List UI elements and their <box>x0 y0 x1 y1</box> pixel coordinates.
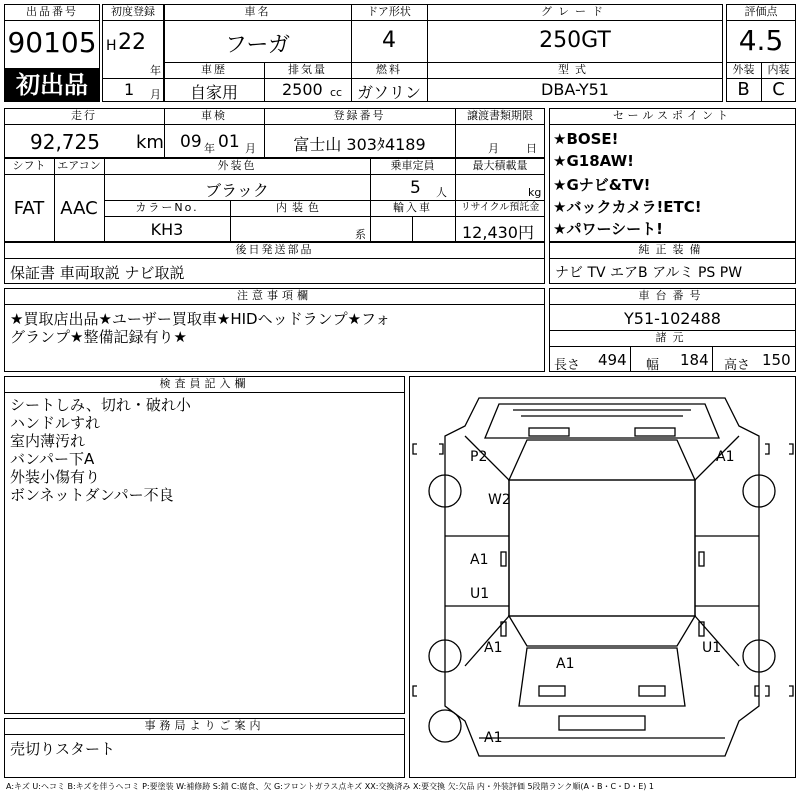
rear-bumper <box>559 716 645 730</box>
height-value: 150 <box>762 351 791 369</box>
length-value: 494 <box>598 351 627 369</box>
first-listing-badge: 初出品 <box>4 68 100 102</box>
mileage-value: 92,725 <box>30 130 100 154</box>
car-name-header: 車名 <box>244 5 271 18</box>
capacity-unit: 人 <box>436 186 447 199</box>
mileage-header: 走行 <box>71 109 97 122</box>
displacement-unit: cc <box>330 86 343 99</box>
first-reg-era: H <box>106 38 117 54</box>
hood-outline <box>485 404 719 438</box>
ext-color-value: ブラック <box>205 181 269 200</box>
displacement-value: 2500 <box>282 80 323 99</box>
fuel-header: 燃料 <box>376 63 402 76</box>
inspection-month: 01 <box>218 132 240 152</box>
notes-text: ★買取店出品★ユーザー買取車★HIDヘッドランプ★フォ グランプ★整備記録有り★ <box>10 310 391 346</box>
inspection-month-unit: 月 <box>245 142 256 155</box>
sales-point-2: ★G18AW! <box>553 152 634 170</box>
capacity-value: 5 <box>410 178 421 198</box>
score-header: 評価点 <box>744 5 778 18</box>
mark-door-front-left: A1 <box>470 552 489 568</box>
capacity-header: 乗車定員 <box>390 159 435 172</box>
max-load-unit: kg <box>528 186 542 199</box>
aircon-value: AAC <box>60 198 98 219</box>
lot-number: 90105 <box>7 26 97 59</box>
mark-trunk: A1 <box>556 656 575 672</box>
exterior-score: B <box>737 79 750 100</box>
inspector-notes: シートしみ、切れ・破れ小 ハンドルすれ 室内薄汚れ バンパー下A 外装小傷有り ボンネットダンパー不良 <box>10 396 191 504</box>
mileage-unit: km <box>136 132 164 153</box>
mark-rear-left: A1 <box>484 640 503 656</box>
int-color-header: 内装色 <box>276 201 324 214</box>
rear-window-outline <box>509 616 695 646</box>
displacement-header: 排気量 <box>288 63 327 76</box>
mark-rear-bumper: A1 <box>484 730 503 746</box>
model-code-header: 型式 <box>558 63 592 76</box>
rear-light-left <box>539 686 565 696</box>
later-parts-value: 保証書 車両取説 ナビ取説 <box>10 264 185 282</box>
interior-header: 内装 <box>767 63 790 76</box>
later-parts-header: 後日発送部品 <box>235 243 314 256</box>
length-label: 長さ <box>554 358 581 373</box>
transfer-header: 譲渡書類期限 <box>467 109 533 122</box>
mark-windshield: W2 <box>488 492 511 508</box>
hood-vent-left <box>529 428 569 436</box>
width-value: 184 <box>680 351 709 369</box>
windshield-outline <box>509 440 695 480</box>
lot-number-header: 出品番号 <box>26 5 78 18</box>
dims-header: 諸元 <box>655 331 690 344</box>
body-outline <box>445 398 759 756</box>
model-code-value: DBA-Y51 <box>541 80 609 99</box>
roof-outline <box>509 480 695 616</box>
mark-front-right: A1 <box>716 449 735 465</box>
sales-point-5: ★パワーシート! <box>553 220 663 238</box>
inspection-year: 09 <box>180 132 202 152</box>
rear-light-right <box>639 686 665 696</box>
color-no-value: KH3 <box>150 220 184 239</box>
max-load-header: 最大積載量 <box>472 159 528 172</box>
history-value: 自家用 <box>189 83 238 102</box>
import-header: 輸入車 <box>393 201 432 214</box>
aircon-header: エアコン <box>57 159 101 172</box>
grade-header: グレード <box>541 5 609 18</box>
ext-color-header: 外装色 <box>217 159 257 172</box>
standard-equipment-value: ナビ TV エアB アルミ PS PW <box>555 265 743 281</box>
chassis-number: Y51-102488 <box>624 309 721 328</box>
recycle-value: 12,430円 <box>462 223 534 242</box>
history-header: 車歴 <box>201 63 227 76</box>
first-reg-month-unit: 月 <box>150 88 161 101</box>
inspection-header: 車検 <box>201 109 227 122</box>
office-note: 売切りスタート <box>10 740 116 758</box>
car-diagram <box>409 376 796 778</box>
mark-front-left: P2 <box>470 449 488 465</box>
height-label: 高さ <box>724 358 751 373</box>
car-name: フーガ <box>225 33 290 58</box>
first-reg-year-unit: 年 <box>150 64 161 77</box>
notes-header: 注意事項欄 <box>237 289 312 302</box>
first-reg-year: 22 <box>118 30 146 55</box>
width-label: 幅 <box>646 358 660 373</box>
sales-point-3: ★Gナビ&TV! <box>553 176 651 194</box>
office-header: 事務局よりご案内 <box>144 719 265 732</box>
standard-equipment-header: 純正装備 <box>638 243 707 256</box>
first-reg-month: 1 <box>124 80 135 99</box>
sales-point-1: ★BOSE! <box>553 130 619 148</box>
hood-vent-right <box>635 428 675 436</box>
reg-no-value: 富士山 303ﾀ4189 <box>293 135 426 154</box>
inspection-year-unit: 年 <box>204 142 215 155</box>
shift-header: シフト <box>12 159 46 172</box>
shift-value: FAT <box>13 198 45 219</box>
inspector-header: 検査員記入欄 <box>159 377 250 390</box>
mark-door-rear-left: U1 <box>470 586 490 602</box>
grade-value: 250GT <box>539 28 611 53</box>
exterior-header: 外装 <box>732 63 755 76</box>
int-color-unit: 系 <box>355 228 366 241</box>
chassis-header: 車台番号 <box>638 289 707 302</box>
spare-wheel <box>429 710 461 742</box>
sales-point-header: セールスポイント <box>612 109 732 122</box>
color-no-header: カラーNo. <box>135 201 199 214</box>
mark-rear-right: U1 <box>702 640 722 656</box>
recycle-header: リサイクル預託金 <box>460 202 540 213</box>
transfer-day-unit: 日 <box>526 142 537 155</box>
trunk-outline <box>519 648 685 706</box>
transfer-month-unit: 月 <box>488 142 499 155</box>
reg-no-header: 登録番号 <box>333 109 386 122</box>
sales-point-4: ★バックカメラ!ETC! <box>553 198 702 216</box>
door-count: 4 <box>382 28 396 53</box>
overall-score: 4.5 <box>738 24 784 57</box>
legend-text: A:キズ U:ヘコミ B:キズを伴うヘコミ P:要塗装 W:補修跡 S:錆 C:腐食、欠 G:フロントガラス点キズ XX:交換済み X:要交換 欠:欠品 内・外装評価 5段階ランク順(A・B・C・D・E) 1 <box>6 782 655 791</box>
door-header: ドア形状 <box>367 5 411 18</box>
interior-score: C <box>772 79 785 100</box>
first-registration-header: 初度登録 <box>111 5 155 18</box>
fuel-value: ガソリン <box>356 83 421 102</box>
